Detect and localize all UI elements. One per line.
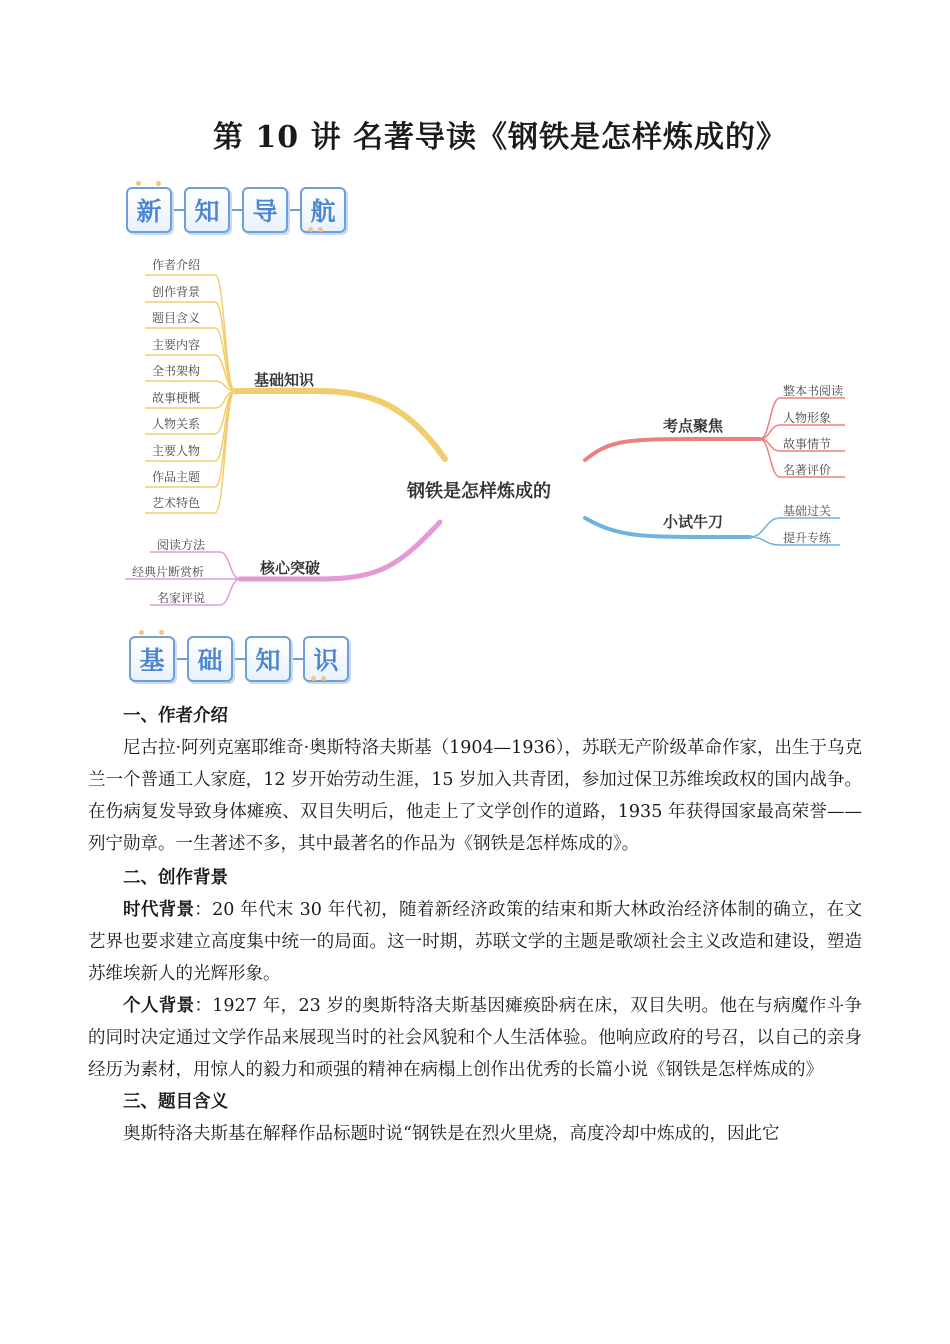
paragraph-text: ：20 年代末 30 年代初，随着新经济政策的结束和斯大林政治经济体制的确立，在文艺界也要求建立高度集中统一的局面。这一时期，苏联文学的主题是歌颂社会主义改造和建设，塑造苏维埃新人的光辉形象。 bbox=[88, 900, 862, 984]
bold-label: 时代背景 bbox=[123, 900, 195, 920]
mindmap-leaf: 作者介绍 bbox=[152, 258, 201, 272]
paragraph: 尼古拉·阿列克塞耶维奇·奥斯特洛夫斯基（1904—1936），苏联无产阶级革命作家，出生于乌克兰一个普通工人家庭，12 岁开始劳动生涯，15 岁加入共青团，参加过保卫苏维埃政权的国内战争。在伤病复发导致身体瘫痪、双目失明后，他走上了文学创作的道路，1935 年获得国家最高荣誉——列宁勋章。一生著述不多，其中最著名的作品为《钢铁是怎样炼成的》。 bbox=[88, 738, 862, 854]
paragraph bbox=[88, 894, 862, 990]
badge-char: 航 bbox=[300, 187, 346, 233]
mindmap-leaf: 提升专练 bbox=[783, 531, 832, 545]
mindmap-leaf: 创作背景 bbox=[152, 285, 201, 299]
bold-label: 个人背景 bbox=[123, 996, 195, 1016]
branch-core bbox=[125, 522, 440, 605]
mindmap-center: 钢铁是怎样炼成的 bbox=[407, 481, 551, 502]
paragraph-text: ：1927 年，23 岁的奥斯特洛夫斯基因瘫痪卧病在床，双目失明。他在与病魔作斗争的同时决定通过文学作品来展现当时的社会风貌和个人生活体验。他响应政府的号召，以自己的亲身经历为素材，用惊人的毅力和顽强的精神在病榻上创作出优秀的长篇小说《钢铁是怎样炼成的》 bbox=[88, 996, 862, 1080]
badge-char: 识 bbox=[303, 636, 349, 682]
badge-char: 知 bbox=[245, 636, 291, 682]
mind-map bbox=[0, 245, 950, 615]
mindmap-leaf: 作品主题 bbox=[152, 470, 201, 484]
mindmap-leaf: 整本书阅读 bbox=[783, 384, 844, 398]
badge-char: 基 bbox=[129, 636, 175, 682]
mindmap-leaf: 经典片断赏析 bbox=[132, 565, 205, 579]
branch-basics bbox=[145, 257, 445, 513]
mindmap-leaf: 艺术特色 bbox=[152, 496, 201, 510]
badge-char: 新 bbox=[126, 187, 172, 233]
mindmap-leaf: 阅读方法 bbox=[157, 538, 206, 552]
mindmap-leaf: 基础过关 bbox=[783, 504, 832, 518]
mindmap-leaf: 名著评价 bbox=[783, 463, 832, 477]
branch-label-exam: 考点聚焦 bbox=[663, 417, 724, 435]
mindmap-leaf: 故事情节 bbox=[783, 437, 832, 451]
mindmap-leaf: 人物关系 bbox=[152, 417, 201, 431]
mindmap-leaf: 主要内容 bbox=[152, 338, 201, 352]
section-heading: 二、创作背景 bbox=[123, 868, 228, 888]
nav-section-badge bbox=[126, 187, 346, 233]
badge-char: 知 bbox=[184, 187, 230, 233]
branch-exam bbox=[585, 383, 845, 477]
section-heading: 三、题目含义 bbox=[123, 1092, 228, 1112]
mindmap-leaf: 题目含义 bbox=[152, 311, 201, 325]
section-heading: 一、作者介绍 bbox=[123, 706, 228, 726]
mindmap-leaf: 全书架构 bbox=[152, 364, 201, 378]
paragraph: 奥斯特洛夫斯基在解释作品标题时说“钢铁是在烈火里烧，高度冷却中炼成的，因此它 bbox=[123, 1124, 780, 1144]
mindmap-leaf: 人物形象 bbox=[783, 411, 832, 425]
document-body bbox=[88, 700, 862, 1150]
paragraph bbox=[88, 990, 862, 1086]
branch-label-basics: 基础知识 bbox=[254, 371, 315, 389]
mindmap-leaf: 主要人物 bbox=[152, 444, 201, 458]
badge-char: 础 bbox=[187, 636, 233, 682]
page-title: 第 10 讲 名著导读《钢铁是怎样炼成的》 bbox=[212, 120, 788, 155]
mindmap-leaf: 名家评说 bbox=[157, 591, 206, 605]
branch-label-practice: 小试牛刀 bbox=[663, 513, 724, 531]
mindmap-leaf: 故事梗概 bbox=[152, 391, 201, 405]
branch-practice bbox=[585, 503, 840, 545]
branch-label-core: 核心突破 bbox=[260, 559, 321, 577]
badge-char: 导 bbox=[242, 187, 288, 233]
basics-section-badge bbox=[129, 636, 349, 682]
